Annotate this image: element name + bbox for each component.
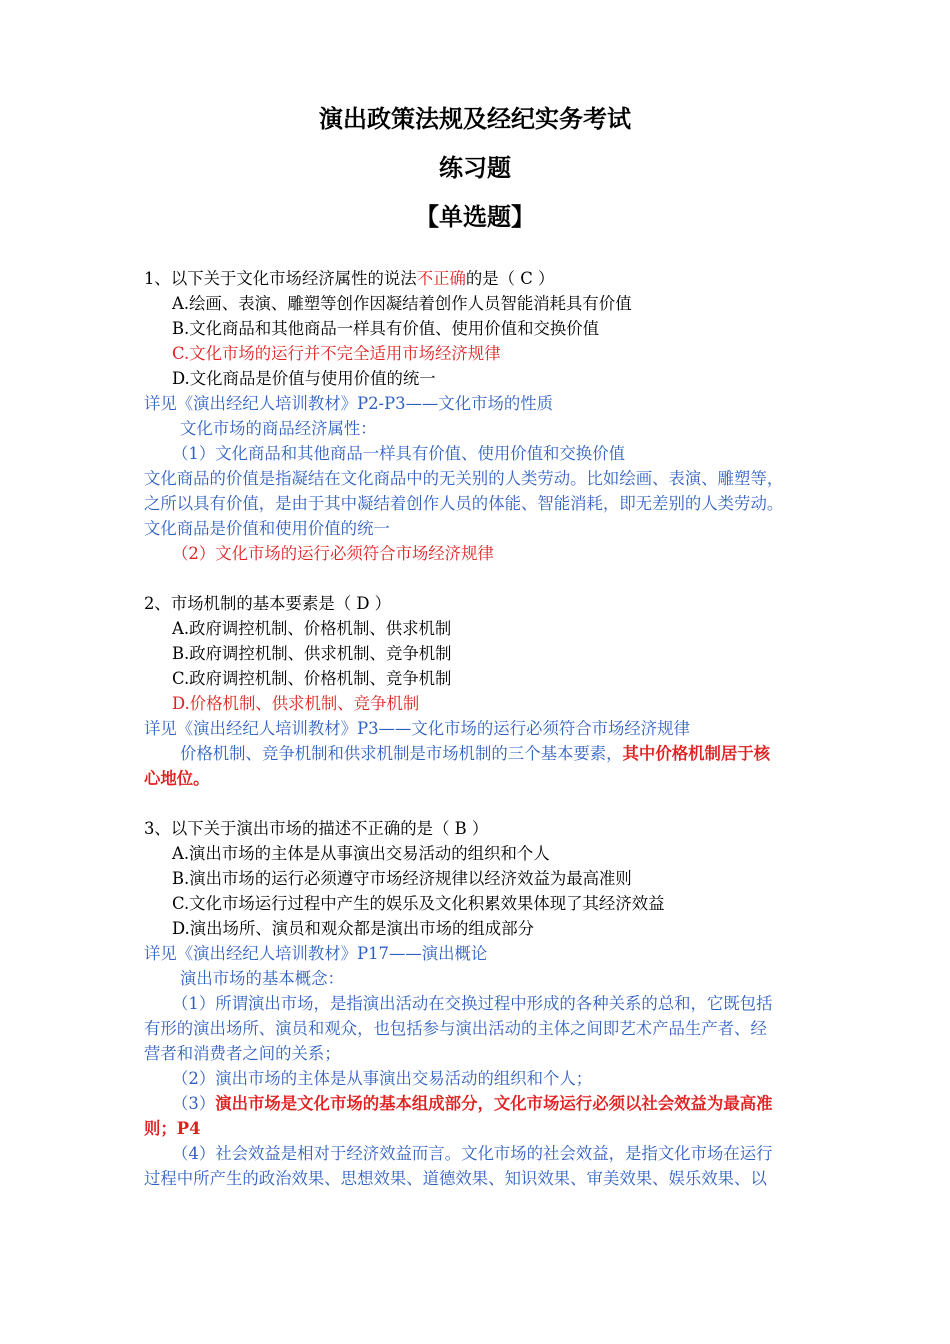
text-line [172, 1144, 773, 1164]
text-line [172, 344, 501, 364]
text-run: 的是（ C ） [465, 269, 555, 288]
text-line [172, 369, 436, 389]
text-run: A.演出市场的主体是从事演出交易活动的组织和个人 [172, 844, 550, 863]
text-line [172, 319, 599, 339]
text-run: D.价格机制、供求机制、竞争机制 [172, 694, 420, 713]
text-run: A.政府调控机制、价格机制、供求机制 [172, 619, 452, 638]
text-line [144, 394, 553, 414]
text-run: 文化商品的价值是指凝结在文化商品中的无关别的人类劳动。比如绘画、表演、雕塑等， [144, 469, 784, 488]
text-run: 演出市场的基本概念： [180, 969, 344, 988]
text-run: 3、以下关于演出市场的描述不正确的是（ B ） [144, 819, 489, 838]
text-run: B.文化商品和其他商品一样具有价值、使用价值和交换价值 [172, 319, 600, 338]
text-run: （3） [172, 1094, 216, 1113]
text-line [144, 469, 783, 489]
text-run: （2）文化市场的运行必须符合市场经济规律 [172, 544, 494, 563]
text-line [144, 594, 391, 614]
text-line [144, 1019, 767, 1039]
text-run: 之所以具有价值，是由于其中凝结着创作人员的体能、智能消耗，即无差别的人类劳动。 [144, 494, 784, 513]
text-line [172, 1069, 592, 1089]
document-subtitle: 练习题 [439, 153, 511, 182]
text-line [172, 644, 452, 664]
text-run: 详见《演出经纪人培训教材》P3——文化市场的运行必须符合市场经济规律 [144, 719, 690, 738]
text-line [144, 494, 783, 514]
section-heading: 【单选题】 [415, 202, 535, 231]
text-line [172, 919, 534, 939]
text-run: （1）所谓演出市场，是指演出活动在交换过程中形成的各种关系的总和，它既包括 [172, 994, 773, 1013]
text-line [172, 294, 632, 314]
text-line [172, 894, 665, 914]
text-run: C.文化市场运行过程中产生的娱乐及文化积累效果体现了其经济效益 [172, 894, 665, 913]
text-run: 1、以下关于文化市场经济属性的说法 [144, 269, 417, 288]
text-line [144, 719, 690, 739]
text-run: 不正确 [416, 269, 466, 288]
text-line [172, 994, 773, 1014]
text-line [172, 869, 632, 889]
text-run: A.绘画、表演、雕塑等创作因凝结着创作人员智能消耗具有价值 [172, 294, 632, 313]
text-line [180, 744, 770, 764]
document-title: 演出政策法规及经纪实务考试 [319, 104, 631, 133]
text-line [172, 544, 494, 564]
text-run: 过程中所产生的政治效果、思想效果、道德效果、知识效果、审美效果、娱乐效果、以 [144, 1169, 767, 1188]
text-run: 详见《演出经纪人培训教材》P17——演出概论 [144, 944, 488, 963]
text-line [144, 769, 210, 789]
text-run: 文化商品是价值和使用价值的统一 [144, 519, 390, 538]
text-run: 则；P4 [144, 1119, 201, 1138]
text-run: 2、市场机制的基本要素是（ D ） [144, 594, 392, 613]
text-line [172, 444, 625, 464]
text-run: 其中价格机制居于核 [622, 744, 771, 763]
text-line [144, 269, 554, 289]
text-run: B.演出市场的运行必须遵守市场经济规律以经济效益为最高准则 [172, 869, 632, 888]
text-line [180, 969, 344, 989]
text-run: B.政府调控机制、供求机制、竞争机制 [172, 644, 452, 663]
text-line [144, 1169, 767, 1189]
text-line [172, 619, 451, 639]
text-run: （2）演出市场的主体是从事演出交易活动的组织和个人； [172, 1069, 593, 1088]
text-line [180, 419, 377, 439]
text-line [144, 1119, 201, 1139]
text-run: D.演出场所、演员和观众都是演出市场的组成部分 [172, 919, 534, 938]
text-line [144, 519, 390, 539]
text-run: （1）文化商品和其他商品一样具有价值、使用价值和交换价值 [172, 444, 625, 463]
text-run: （4）社会效益是相对于经济效益而言。文化市场的社会效益，是指文化市场在运行 [172, 1144, 773, 1163]
text-run: 文化市场的商品经济属性： [180, 419, 377, 438]
text-run: 营者和消费者之间的关系； [144, 1044, 341, 1063]
text-run: 价格机制、竞争机制和供求机制是市场机制的三个基本要素， [180, 744, 623, 763]
text-run: 有形的演出场所、演员和观众，也包括参与演出活动的主体之间即艺术产品生产者、经 [144, 1019, 767, 1038]
text-run: C.政府调控机制、价格机制、竞争机制 [172, 669, 452, 688]
text-line [172, 844, 550, 864]
text-run: 详见《演出经纪人培训教材》P2-P3——文化市场的性质 [144, 394, 554, 413]
text-run: C.文化市场的运行并不完全适用市场经济规律 [172, 344, 501, 363]
text-run: 心地位。 [144, 769, 210, 788]
text-line [172, 1094, 773, 1114]
text-line [144, 1044, 341, 1064]
text-line [172, 694, 419, 714]
text-line [144, 819, 488, 839]
text-line [144, 944, 487, 964]
text-run: D.文化商品是价值与使用价值的统一 [172, 369, 436, 388]
text-line [172, 669, 451, 689]
text-run: 演出市场是文化市场的基本组成部分，文化市场运行必须以社会效益为最高准 [215, 1094, 773, 1113]
